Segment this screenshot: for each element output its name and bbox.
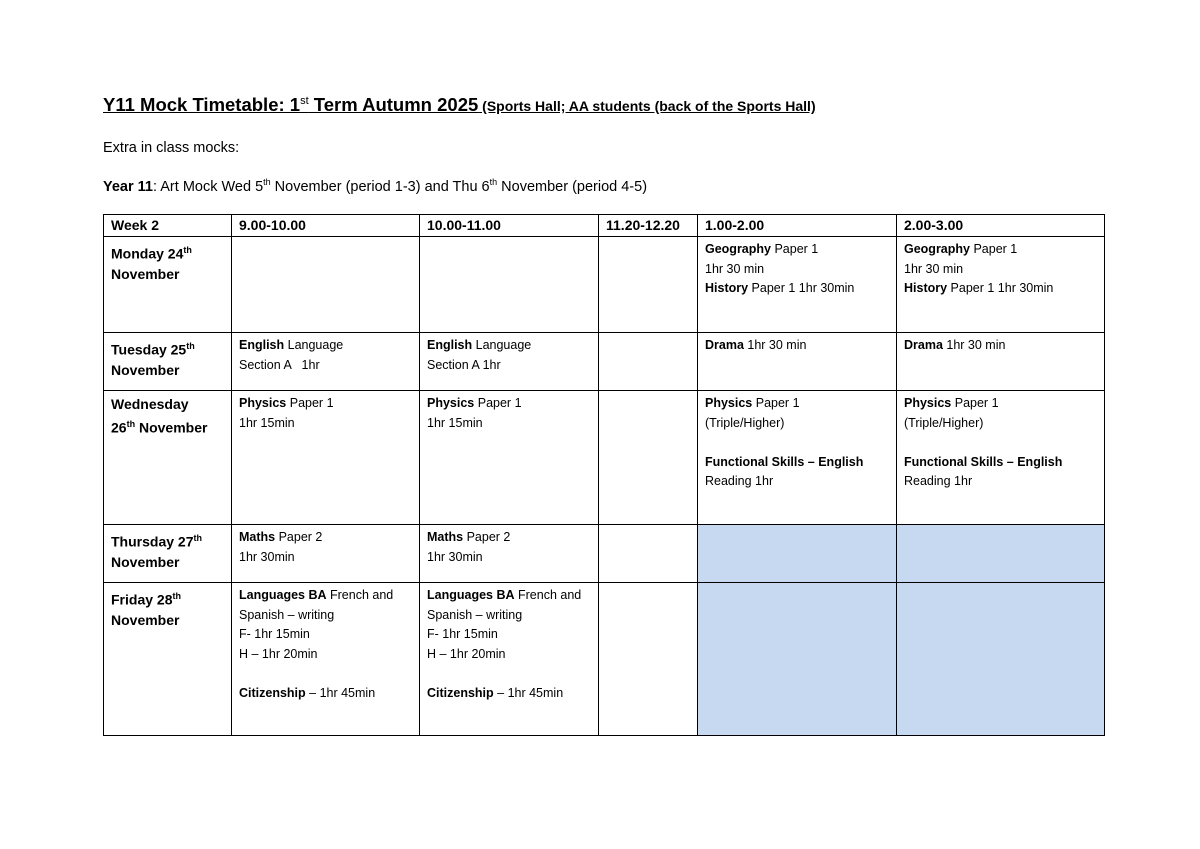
day-mon-1: Monday 24 — [111, 245, 184, 262]
year-label: Year 11 — [103, 178, 153, 195]
geo-paper: Paper 1 — [771, 242, 819, 256]
year-sup-2: th — [489, 177, 498, 187]
phys-duration: 1hr 15min — [239, 415, 295, 430]
cell-fri-slot-1 — [232, 583, 420, 736]
cell-thu-slot-5-shaded — [897, 525, 1105, 583]
col-header-slot-4: 1.00-2.00 — [698, 215, 897, 237]
col-header-week: Week 2 — [104, 215, 232, 237]
lang-foundation: F- 1hr 15min — [427, 627, 498, 641]
day-tue-1: Tuesday 25 — [111, 341, 187, 358]
hist-paper: Paper 1 1hr 30min — [748, 281, 855, 295]
geo-duration: 1hr 30 min — [904, 261, 964, 276]
spacer — [904, 433, 1097, 453]
cell-thu-slot-1 — [232, 525, 420, 583]
subject-physics: Physics — [239, 396, 287, 410]
cell-wed-slot-5 — [897, 391, 1105, 525]
day-cell-tuesday — [104, 333, 232, 391]
title-main: Y11 Mock Timetable: 1 — [103, 94, 301, 115]
year-text-2: November (period 1-3) and Thu 6 — [270, 178, 490, 195]
spacer — [239, 664, 412, 684]
eng-section: Section A 1hr — [239, 357, 320, 372]
table-row-friday — [104, 583, 1105, 736]
cell-thu-slot-3 — [599, 525, 698, 583]
extra-mocks-line: Extra in class mocks: — [103, 140, 240, 156]
cell-mon-slot-2 — [420, 237, 599, 333]
subject-functional-skills: Functional Skills – English — [904, 454, 1063, 469]
lang-higher: H – 1hr 20min — [239, 646, 318, 661]
hist-paper: Paper 1 1hr 30min — [947, 281, 1054, 295]
maths-duration: 1hr 30min — [239, 549, 295, 564]
year-sup-1: th — [263, 177, 271, 187]
title-superscript: st — [300, 94, 309, 107]
subject-citizenship: Citizenship — [239, 685, 306, 700]
subject-functional-skills: Functional Skills – English — [705, 454, 864, 469]
day-tue-2: November — [111, 361, 180, 378]
lang-higher: H – 1hr 20min — [427, 646, 506, 661]
eng-language: Language — [284, 338, 344, 352]
day-thu-2: November — [111, 553, 180, 570]
cit-duration: – 1hr 45min — [493, 685, 564, 700]
day-thu-sup: th — [193, 533, 202, 543]
geo-duration: 1hr 30 min — [705, 261, 765, 276]
cell-tue-slot-2 — [420, 333, 599, 391]
subject-drama: Drama — [904, 338, 943, 352]
cell-wed-slot-2 — [420, 391, 599, 525]
phys-paper: Paper 1 — [474, 396, 522, 410]
cit-duration: – 1hr 45min — [305, 685, 376, 700]
title-term: Term Autumn 2025 — [308, 94, 479, 115]
subject-english: English — [427, 338, 473, 352]
subject-languages: Languages BA — [239, 588, 327, 602]
cell-mon-slot-5 — [897, 237, 1105, 333]
day-cell-wednesday — [104, 391, 232, 525]
cell-tue-slot-1 — [232, 333, 420, 391]
subject-physics: Physics — [904, 396, 952, 410]
drama-duration: 1hr 30 min — [942, 338, 1006, 352]
fs-reading: Reading 1hr — [705, 474, 774, 488]
phys-paper: Paper 1 — [752, 396, 800, 410]
day-mon-sup: th — [183, 245, 192, 255]
phys-paper: Paper 1 — [951, 396, 999, 410]
drama-duration: 1hr 30 min — [743, 338, 807, 352]
subject-geography: Geography — [705, 242, 771, 256]
day-thu-1: Thursday 27 — [111, 533, 194, 550]
subject-drama: Drama — [705, 338, 744, 352]
timetable — [103, 214, 1105, 736]
subject-history: History — [705, 281, 749, 295]
phys-paper: Paper 1 — [286, 396, 334, 410]
subject-english: English — [239, 338, 285, 352]
cell-mon-slot-3 — [599, 237, 698, 333]
lang-foundation: F- 1hr 15min — [239, 627, 310, 641]
eng-section: Section A 1hr — [427, 357, 501, 372]
phys-tier: (Triple/Higher) — [705, 415, 785, 430]
fs-reading: Reading 1hr — [904, 474, 973, 488]
col-header-slot-2: 10.00-11.00 — [420, 215, 599, 237]
spacer — [705, 433, 889, 453]
cell-tue-slot-4 — [698, 333, 897, 391]
year-text-1: : Art Mock Wed 5 — [153, 178, 264, 195]
spacer — [427, 664, 591, 684]
cell-fri-slot-2 — [420, 583, 599, 736]
day-fri-2: November — [111, 611, 180, 628]
lang-desc: French and Spanish – writing — [239, 588, 394, 622]
cell-fri-slot-5-shaded — [897, 583, 1105, 736]
cell-wed-slot-1 — [232, 391, 420, 525]
day-cell-thursday — [104, 525, 232, 583]
cell-wed-slot-4 — [698, 391, 897, 525]
col-header-slot-5: 2.00-3.00 — [897, 215, 1105, 237]
subject-geography: Geography — [904, 242, 970, 256]
col-header-slot-1: 9.00-10.00 — [232, 215, 420, 237]
page-title — [103, 94, 816, 116]
table-row-tuesday — [104, 333, 1105, 391]
table-row-wednesday — [104, 391, 1105, 525]
header-row — [104, 215, 1105, 237]
day-wed-sup: th — [126, 419, 136, 429]
subject-history: History — [904, 281, 948, 295]
table-row-monday — [104, 237, 1105, 333]
table-row-thursday — [104, 525, 1105, 583]
subject-maths: Maths — [427, 530, 464, 544]
cell-wed-slot-3 — [599, 391, 698, 525]
day-wed-1: Wednesday — [111, 396, 189, 412]
cell-fri-slot-3 — [599, 583, 698, 736]
maths-paper: Paper 2 — [275, 530, 323, 544]
phys-duration: 1hr 15min — [427, 415, 483, 430]
day-cell-friday — [104, 583, 232, 736]
day-wed-2b: November — [135, 419, 208, 436]
cell-fri-slot-4-shaded — [698, 583, 897, 736]
cell-mon-slot-1 — [232, 237, 420, 333]
lang-desc: French and Spanish – writing — [427, 588, 582, 622]
maths-duration: 1hr 30min — [427, 549, 483, 564]
title-location: (Sports Hall; AA students (back of the Sports Hall) — [478, 98, 816, 114]
subject-physics: Physics — [427, 396, 475, 410]
maths-paper: Paper 2 — [463, 530, 511, 544]
eng-language: Language — [472, 338, 532, 352]
year-11-art-mock-line — [103, 177, 647, 195]
cell-tue-slot-5 — [897, 333, 1105, 391]
day-tue-sup: th — [186, 341, 195, 351]
day-wed-2a: 26 — [111, 419, 127, 436]
cell-thu-slot-4-shaded — [698, 525, 897, 583]
day-mon-2: November — [111, 265, 180, 282]
day-fri-sup: th — [172, 591, 181, 601]
cell-thu-slot-2 — [420, 525, 599, 583]
cell-tue-slot-3 — [599, 333, 698, 391]
subject-languages: Languages BA — [427, 588, 515, 602]
subject-maths: Maths — [239, 530, 276, 544]
phys-tier: (Triple/Higher) — [904, 415, 984, 430]
subject-citizenship: Citizenship — [427, 685, 494, 700]
year-text-3: November (period 4-5) — [497, 178, 648, 195]
day-fri-1: Friday 28 — [111, 591, 173, 608]
cell-mon-slot-4 — [698, 237, 897, 333]
day-cell-monday — [104, 237, 232, 333]
subject-physics: Physics — [705, 396, 753, 410]
geo-paper: Paper 1 — [970, 242, 1018, 256]
col-header-slot-3: 11.20-12.20 — [599, 215, 698, 237]
